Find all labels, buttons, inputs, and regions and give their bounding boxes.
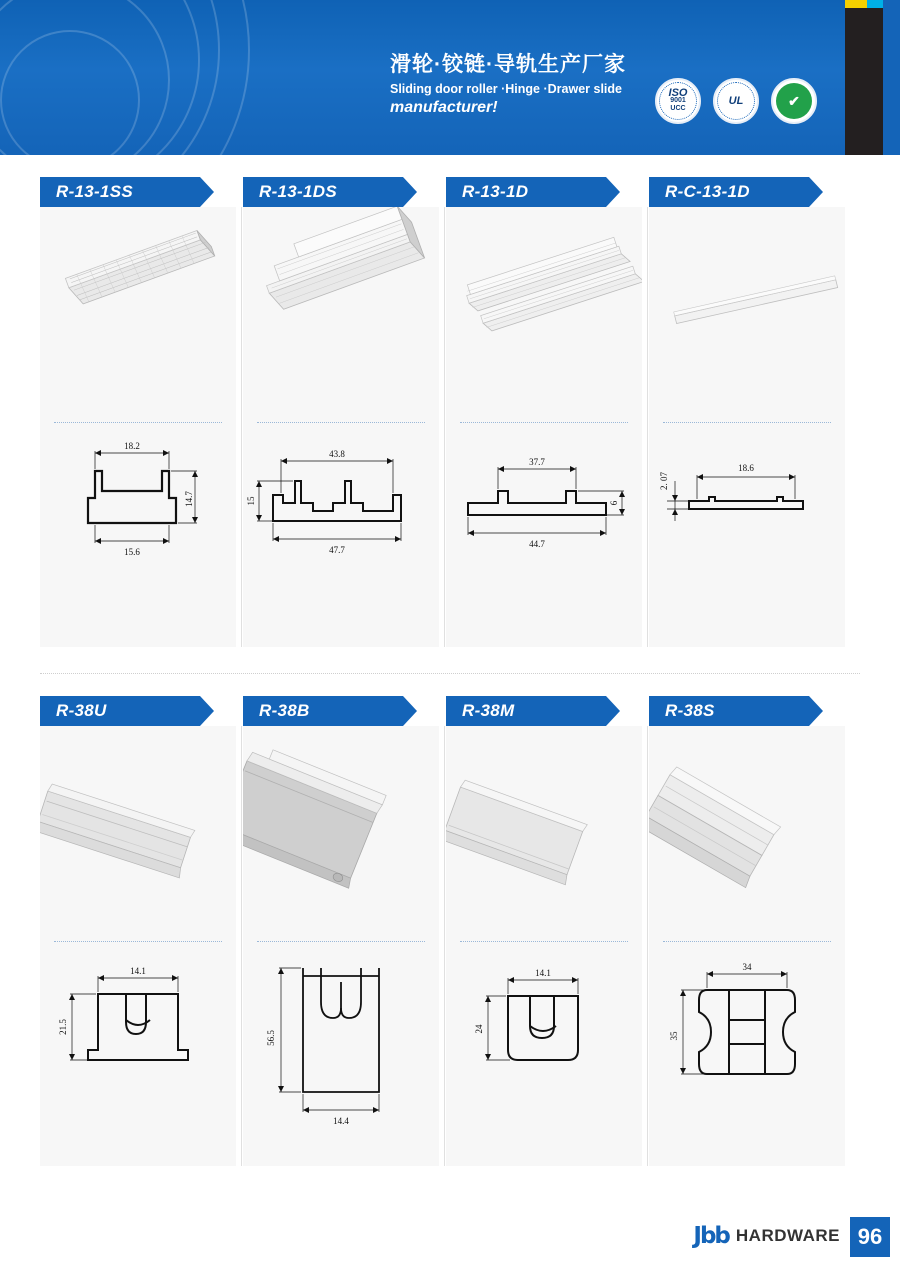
iso-badge-line2: 9001 bbox=[670, 97, 686, 104]
header-chinese-title: 滑轮·铰链·导轨生产厂家 bbox=[390, 53, 626, 76]
product-cross-section bbox=[40, 423, 236, 643]
brand-logo bbox=[693, 1223, 840, 1249]
product-cross-section bbox=[446, 942, 642, 1162]
product-cross-section bbox=[649, 423, 845, 643]
product-code-tag: R-13-1SS bbox=[40, 177, 200, 207]
column-divider bbox=[241, 726, 242, 1166]
product-panel bbox=[40, 207, 236, 647]
product-cell-r-38u bbox=[40, 696, 240, 1166]
dimension-label: 14.7 bbox=[184, 491, 194, 507]
product-photo bbox=[446, 207, 642, 422]
header-accent-blue bbox=[883, 0, 900, 155]
dimension-label: 18.2 bbox=[124, 441, 140, 451]
page-footer bbox=[0, 1209, 900, 1265]
product-code-tag: R-13-1D bbox=[446, 177, 606, 207]
product-panel bbox=[243, 726, 439, 1166]
product-code-tag: R-38U bbox=[40, 696, 200, 726]
column-divider bbox=[444, 726, 445, 1166]
dimension-label: 18.6 bbox=[738, 463, 754, 473]
product-catalog bbox=[0, 155, 900, 1166]
column-divider bbox=[647, 207, 648, 647]
header-accent-cyan bbox=[867, 0, 883, 8]
product-photo bbox=[649, 726, 845, 941]
product-row-2 bbox=[40, 696, 860, 1166]
header-accent-yellow bbox=[845, 0, 867, 8]
dimension-label: 6 bbox=[609, 500, 619, 506]
dimension-label: 24 bbox=[474, 1024, 484, 1034]
dimension-label: 56.5 bbox=[266, 1030, 276, 1046]
column-divider bbox=[647, 726, 648, 1166]
dimension-label: 2. 07 bbox=[659, 472, 669, 490]
row-divider bbox=[40, 673, 860, 674]
product-code-tag: R-38B bbox=[243, 696, 403, 726]
header-title-block bbox=[390, 52, 626, 118]
iso-9001-badge bbox=[655, 78, 701, 124]
product-cross-section bbox=[40, 942, 236, 1162]
product-code-tag: R-C-13-1D bbox=[649, 177, 809, 207]
dimension-label: 14.1 bbox=[130, 966, 146, 976]
header-accent-black bbox=[845, 8, 883, 155]
product-photo bbox=[446, 726, 642, 941]
product-panel bbox=[649, 207, 845, 647]
logo-mark: Jbb bbox=[693, 1223, 729, 1249]
product-code-tag: R-38S bbox=[649, 696, 809, 726]
product-code-tag: R-13-1DS bbox=[243, 177, 403, 207]
product-cell-r-13-1ss bbox=[40, 177, 240, 647]
ul-badge-label: UL bbox=[728, 95, 744, 107]
product-cell-r-c-13-1d bbox=[649, 177, 849, 647]
logo-text: HARDWARE bbox=[735, 1226, 840, 1245]
product-panel bbox=[40, 726, 236, 1166]
product-photo bbox=[40, 207, 236, 422]
iso-badge-line3: UCC bbox=[670, 105, 686, 112]
product-photo bbox=[243, 726, 439, 941]
header-english-subtitle: manufacturer! bbox=[390, 99, 498, 116]
product-panel bbox=[446, 726, 642, 1166]
header-english-title: Sliding door roller ·Hinge ·Drawer slide bbox=[390, 82, 622, 96]
page-number: 96 bbox=[850, 1217, 890, 1257]
dimension-label: 14.4 bbox=[333, 1116, 349, 1126]
product-cross-section bbox=[243, 423, 439, 643]
iso-badge-line1: ISO bbox=[668, 87, 688, 99]
product-cell-r-13-1d bbox=[446, 177, 646, 647]
ul-badge bbox=[713, 78, 759, 124]
product-panel bbox=[446, 207, 642, 647]
sgs-check-icon bbox=[776, 83, 812, 119]
product-photo bbox=[243, 207, 439, 422]
column-divider bbox=[241, 207, 242, 647]
product-code-tag: R-38M bbox=[446, 696, 606, 726]
dimension-label: 47.7 bbox=[329, 545, 345, 555]
page-header bbox=[0, 0, 900, 155]
dimension-label: 37.7 bbox=[529, 457, 545, 467]
dimension-label: 15.6 bbox=[124, 547, 140, 557]
product-photo bbox=[649, 207, 845, 422]
dimension-label: 15 bbox=[246, 496, 256, 506]
product-cell-r-38m bbox=[446, 696, 646, 1166]
product-cross-section bbox=[243, 942, 439, 1162]
dimension-label: 44.7 bbox=[529, 539, 545, 549]
product-panel bbox=[649, 726, 845, 1166]
dimension-label: 21.5 bbox=[58, 1019, 68, 1035]
dimension-label: 35 bbox=[669, 1031, 679, 1041]
product-cell-r-13-1ds bbox=[243, 177, 443, 647]
dimension-label: 43.8 bbox=[329, 449, 345, 459]
sgs-badge-check: ✔ bbox=[788, 93, 800, 109]
dimension-label: 14.1 bbox=[535, 968, 551, 978]
sgs-badge bbox=[771, 78, 817, 124]
product-cross-section bbox=[649, 942, 845, 1162]
product-cell-r-38s bbox=[649, 696, 849, 1166]
product-row-1 bbox=[40, 177, 860, 647]
product-cross-section bbox=[446, 423, 642, 643]
product-cell-r-38b bbox=[243, 696, 443, 1166]
column-divider bbox=[444, 207, 445, 647]
dimension-label: 34 bbox=[742, 962, 752, 972]
product-photo bbox=[40, 726, 236, 941]
certification-badges bbox=[655, 78, 817, 124]
product-panel bbox=[243, 207, 439, 647]
